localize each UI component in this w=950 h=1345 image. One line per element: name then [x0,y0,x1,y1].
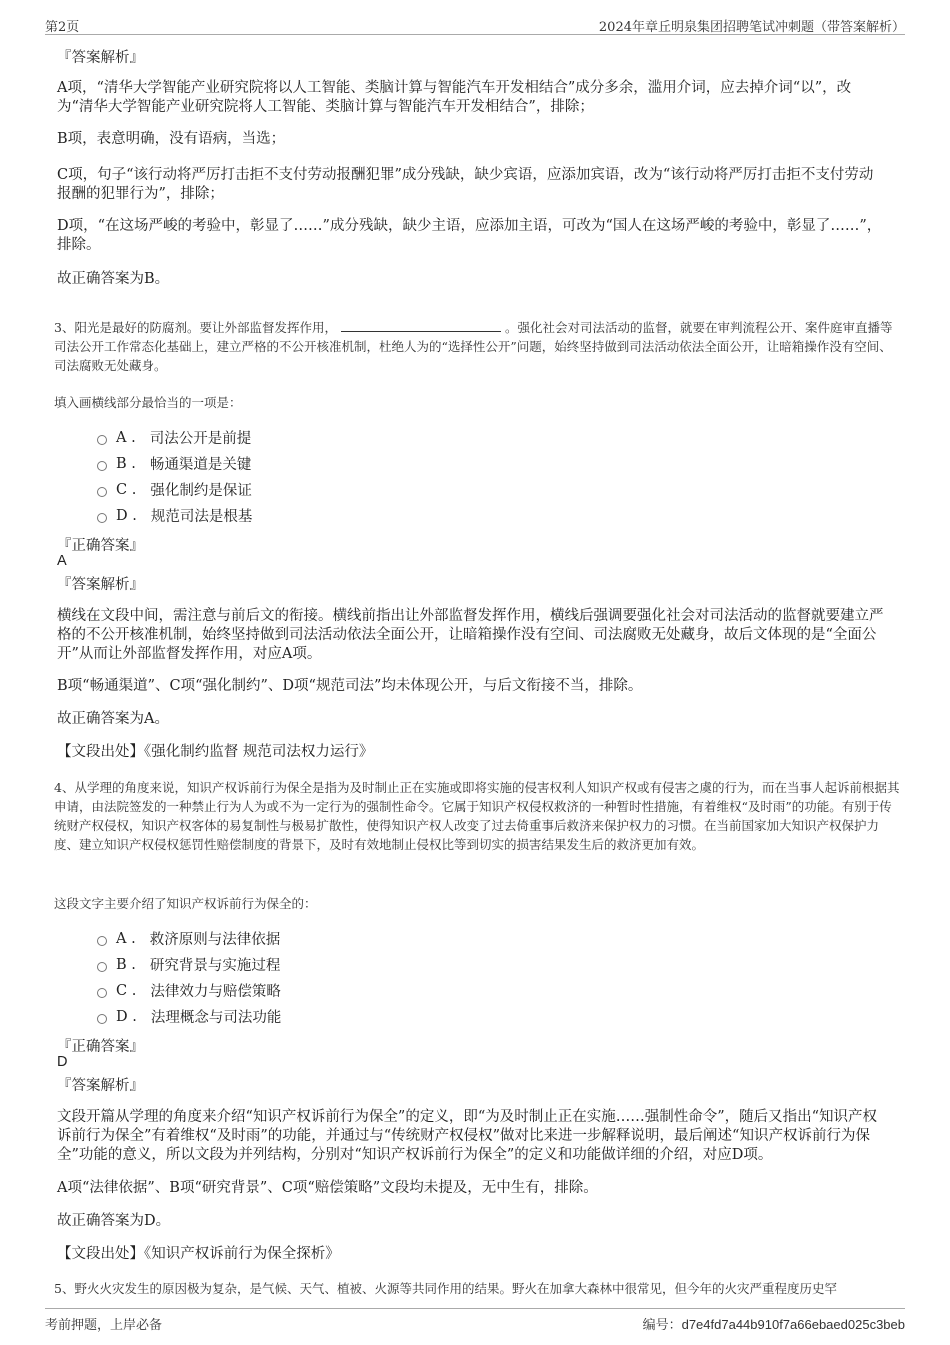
question-4-source: 【文段出处】《知识产权诉前行为保全探析》 [57,1246,340,1262]
radio-icon[interactable] [97,962,107,972]
analysis-option-c: C项，句子“该行动将严厉打击拒不支付劳动报酬犯罪”成分残缺，缺少宾语，应添加宾语，改为“该行动将严厉打击拒不支付劳动报酬的犯罪行为”，排除； [57,167,874,202]
question-3-option-d[interactable]: D . 规范司法是根基 [97,505,252,526]
question-3-option-a[interactable]: A . 司法公开是前提 [97,427,251,448]
question-4-option-a[interactable]: A . 救济原则与法律依据 [97,928,280,949]
page-footer [45,1308,905,1333]
question-3-prompt: 填入画横线部分最恰当的一项是： [54,395,242,410]
question-4-option-c[interactable]: C . 法律效力与赔偿策略 [97,980,281,1001]
question-4-option-d[interactable]: D . 法理概念与司法功能 [97,1006,281,1027]
question-5-text: 5、野火火灾发生的原因极为复杂，是气候、天气、植被、火源等共同作用的结果。野火在加拿大森林中很常见，但今年的火灾严重程度历史罕 [54,1281,837,1296]
question-3-option-b[interactable]: B . 畅通渠道是关键 [97,453,251,474]
question-3-analysis: 横线在文段中间，需注意与前后文的衔接。横线前指出让外部监督发挥作用，横线后强调要强化社会对司法活动的监督就要建立严格的不公开核准机制，始终坚持做到司法活动依法全面公开，让暗箱操作没有空间、司法腐败无处藏身，故后文体现的是“全面公开”从而让外部监督发挥作用，对应A项。 [57,608,884,662]
document-code: 编号：d7e4fd7a44b910f7a66ebaed025c3beb [642,1317,905,1333]
question-3-source: 【文段出处】《强化制约监督 规范司法权力运行》 [57,744,374,760]
correct-answer-label: 『正确答案』 [57,538,144,554]
radio-icon[interactable] [97,487,107,497]
question-4-prompt: 这段文字主要介绍了知识产权诉前行为保全的： [54,896,317,911]
radio-icon[interactable] [97,513,107,523]
question-4-analysis-others: A项“法律依据”、B项“研究背景”、C项“赔偿策略”文段均未提及，无中生有，排除。 [57,1180,598,1196]
document-title: 2024年章丘明泉集团招聘笔试冲刺题（带答案解析） [598,20,905,35]
analysis-option-a: A项，“清华大学智能产业研究院将以人工智能、类脑计算与智能汽车开发相结合”成分多余，滥用介词，应去掉介词“以”，改为“清华大学智能产业研究院将人工智能、类脑计算与智能汽车开发相结合”，排除； [57,80,852,115]
fill-blank [341,319,501,332]
analysis-label: 『答案解析』 [57,50,144,66]
footer-slogan: 考前押题，上岸必备 [45,1318,163,1333]
radio-icon[interactable] [97,1014,107,1024]
analysis-option-d: D项，“在这场严峻的考验中，彰显了……”成分残缺，缺少主语，应添加主语，可改为“国人在这场严峻的考验中，彰显了……”，排除。 [57,218,882,253]
question-3-conclusion: 故正确答案为A。 [57,711,169,727]
analysis-conclusion: 故正确答案为B。 [57,271,170,287]
analysis-option-b: B项，表意明确，没有语病，当选； [57,131,286,147]
question-4-option-b[interactable]: B . 研究背景与实施过程 [97,954,280,975]
analysis-label: 『答案解析』 [57,577,144,593]
question-3-option-c[interactable]: C . 强化制约是保证 [97,479,252,500]
page-header [45,14,905,35]
question-3-text-before: 3、阳光是最好的防腐剂。要让外部监督发挥作用， [54,320,337,335]
radio-icon[interactable] [97,936,107,946]
question-3-text [54,318,902,375]
question-4-analysis: 文段开篇从学理的角度来介绍“知识产权诉前行为保全”的定义，即“为及时制止正在实施……强制性命令”，随后又指出“知识产权诉前行为保全”有着维权“及时雨”的功能，并通过与“传统财产权侵权”做对比来进一步解释说明，最后阐述“知识产权诉前行为保全”功能的意义，所以文段为并列结构，分别对“知识产权诉前行为保全”的定义和功能做详细的介绍，对应D项。 [57,1109,878,1163]
analysis-label: 『答案解析』 [57,1078,144,1094]
radio-icon[interactable] [97,435,107,445]
correct-answer-value: A [57,553,67,569]
radio-icon[interactable] [97,461,107,471]
page-number: 第2页 [45,20,80,35]
correct-answer-label: 『正确答案』 [57,1039,144,1055]
radio-icon[interactable] [97,988,107,998]
correct-answer-value: D [57,1054,68,1070]
question-3-text-after: 。强化社会对司法活动的监督，就要在审判流程公开、案件庭审直播等司法公开工作常态化基础上，建立严格的不公开核准机制，杜绝人为的“选择性公开”问题，始终坚持做到司法活动依法全面公开，让暗箱操作没有空间、司法腐败无处藏身。 [54,320,893,373]
question-4-text: 4、从学理的角度来说，知识产权诉前行为保全是指为及时制止正在实施或即将实施的侵害权利人知识产权或有侵害之虞的行为，而在当事人起诉前根据其申请，由法院签发的一种禁止行为人为或不为一定行为的强制性命令。它属于知识产权侵权救济的一种暂时性措施，有着维权“及时雨”的功能。有别于传统财产权侵权，知识产权客体的易复制性与极易扩散性，使得知识产权人改变了过去倚重事后救济来保护权力的习惯。在当前国家加大知识产权保护力度、建立知识产权侵权惩罚性赔偿制度的背景下，及时有效地制止侵权比等到切实的损害结果发生后的救济更加有效。 [54,780,900,852]
question-3-analysis-others: B项“畅通渠道”、C项“强化制约”、D项“规范司法”均未体现公开，与后文衔接不当，排除。 [57,678,643,694]
question-4-conclusion: 故正确答案为D。 [57,1213,171,1229]
